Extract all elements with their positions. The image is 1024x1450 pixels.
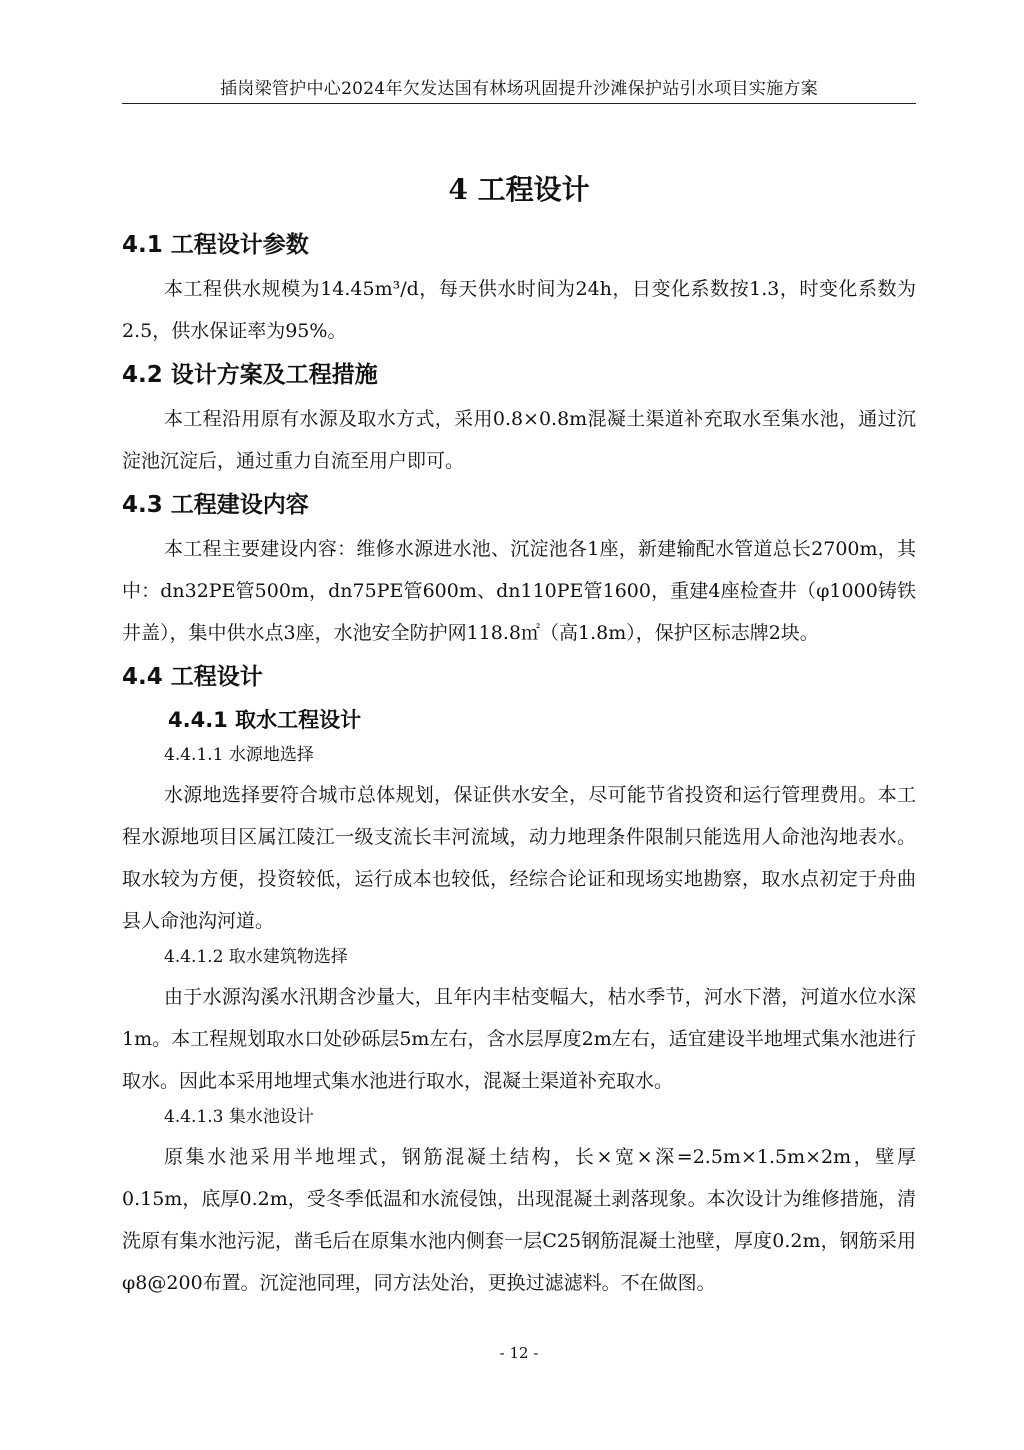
subsubsection-heading-4-4-1-3: 4.4.1.3 集水池设计 [164,1107,314,1127]
subsubsection-heading-4-4-1-2: 4.4.1.2 取水建筑物选择 [164,947,348,967]
page-number: - 12 - [499,1344,539,1362]
document-body [122,222,916,1304]
running-header: 插岗梁管护中心2024年欠发达国有林场巩固提升沙滩保护站引水项目实施方案 [219,79,819,99]
paragraph-design-parameters: 本工程供水规模为14.45m³/d，每天供水时间为24h，日变化系数按1.3，时变化系数为2.5，供水保证率为95%。 [122,278,916,342]
chapter-title: 4 工程设计 [448,173,590,206]
subsection-heading-4-4-1: 4.4.1 取水工程设计 [168,708,362,732]
section-heading-4-1: 4.1 工程设计参数 [122,232,309,258]
paragraph-intake-structure: 由于水源沟溪水汛期含沙量大，且年内丰枯变幅大，枯水季节，河水下潜，河道水位水深1m。本工程规划取水口处砂砾层5m左右，含水层厚度2m左右，适宜建设半地埋式集水池进行取水。因此本采用地埋式集水池进行取水，混凝土渠道补充取水。 [122,986,916,1092]
subsubsection-heading-4-4-1-1: 4.4.1.1 水源地选择 [164,745,314,765]
paragraph-water-source-selection: 水源地选择要符合城市总体规划，保证供水安全，尽可能节省投资和运行管理费用。本工程水源地项目区属江陵江一级支流长丰河流域，动力地理条件限制只能选用人命池沟地表水。取水较为方便，投资较低，运行成本也较低，经综合论证和现场实地勘察，取水点初定于舟曲县人命池沟河道。 [122,784,916,932]
section-heading-4-4: 4.4 工程设计 [122,664,263,690]
paragraph-collection-tank-design: 原集水池采用半地埋式，钢筋混凝土结构，长×宽×深=2.5m×1.5m×2m，壁厚0.15m，底厚0.2m，受冬季低温和水流侵蚀，出现混凝土剥落现象。本次设计为维修措施，清洗原有集水池污泥，凿毛后在原集水池内侧套一层C25钢筋混凝土池壁，厚度0.2m，钢筋采用φ8@200布置。沉淀池同理，同方法处治，更换过滤滤料。不在做图。 [122,1146,916,1294]
section-heading-4-3: 4.3 工程建设内容 [122,492,309,518]
header-divider [122,103,916,104]
section-heading-4-2: 4.2 设计方案及工程措施 [122,362,378,388]
paragraph-construction-content: 本工程主要建设内容：维修水源进水池、沉淀池各1座，新建输配水管道总长2700m，其中：dn32PE管500m，dn75PE管600m、dn110PE管1600，重建4座检查井（φ1000铸铁井盖），集中供水点3座，水池安全防护网118.8㎡（高1.8m），保护区标志牌2块。 [122,538,916,644]
paragraph-design-scheme: 本工程沿用原有水源及取水方式，采用0.8×0.8m混凝土渠道补充取水至集水池，通过沉淀池沉淀后，通过重力自流至用户即可。 [122,408,916,472]
